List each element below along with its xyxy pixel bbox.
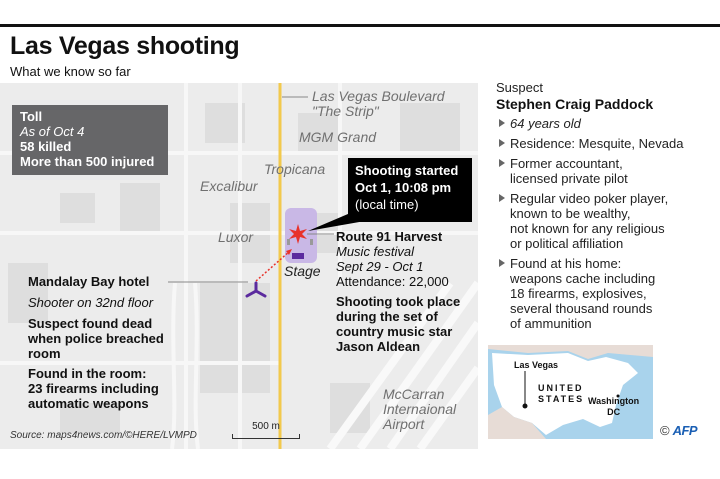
hotel-found-line3: room	[28, 346, 61, 361]
suspect-panel	[496, 80, 716, 336]
scale-line	[232, 434, 300, 439]
source-credit: Source: maps4news.com/©HERE/LVMPD	[10, 430, 197, 441]
fact-line: 18 firearms, explosives,	[510, 286, 647, 301]
luxor-label: Luxor	[218, 229, 254, 245]
afp-logo	[660, 423, 697, 438]
hotel-name: Mandalay Bay hotel	[28, 274, 150, 289]
hotel-room-line1: Found in the room:	[28, 366, 147, 381]
scale-label: 500 m	[252, 421, 280, 432]
top-rule	[0, 24, 720, 27]
callout-line1: Shooting started	[355, 163, 459, 178]
callout-line2: Oct 1, 10:08 pm	[355, 180, 452, 195]
country-label-line1: UNITED	[538, 383, 584, 393]
bullet-triangle-icon	[499, 259, 505, 267]
capital-label-line1: Washington	[588, 396, 640, 406]
us-locator-map	[488, 345, 653, 439]
mgm-grand-label: MGM Grand	[299, 129, 377, 145]
bullet-triangle-icon	[499, 139, 505, 147]
hotel-room	[28, 366, 164, 411]
fact-item	[496, 156, 716, 186]
toll-box	[12, 105, 168, 175]
airport-label-line2: Internaional	[383, 401, 457, 417]
airport-label-line1: McCarran	[383, 386, 445, 402]
page-subtitle: What we know so far	[10, 64, 131, 79]
country-label	[538, 383, 584, 405]
fact-line: several thousand rounds	[510, 301, 653, 316]
fact-line: of ammunition	[510, 316, 592, 331]
bullet-triangle-icon	[499, 194, 505, 202]
strip-label-line1: Las Vegas Boulevard	[312, 88, 445, 104]
festival-attendance: Attendance: 22,000	[336, 274, 449, 289]
toll-killed: 58 killed	[20, 139, 72, 154]
bullet-triangle-icon	[499, 159, 505, 167]
page-title: Las Vegas shooting	[10, 32, 240, 60]
fact-item	[496, 191, 716, 251]
stage-label: Stage	[284, 263, 321, 279]
strip-label-line2: "The Strip"	[312, 103, 379, 119]
fact-line: Former accountant,	[510, 156, 623, 171]
festival-name: Route 91 Harvest	[336, 229, 443, 244]
capital-label-line2: DC	[607, 407, 621, 417]
callout-line3: (local time)	[355, 197, 419, 212]
festival-type: Music festival	[336, 244, 415, 259]
hotel-room-line2: 23 firearms including	[28, 381, 159, 396]
hotel-found-line1: Suspect found dead	[28, 316, 153, 331]
toll-as-of: As of Oct 4	[20, 124, 85, 139]
fact-line: weapons cache including	[510, 271, 656, 286]
airport-label	[383, 387, 456, 432]
toll-heading: Toll	[20, 109, 43, 124]
fact-line: Found at his home:	[510, 256, 622, 271]
fact-item	[496, 116, 716, 131]
fact-item	[496, 136, 716, 151]
fact-line: or political affiliation	[510, 236, 624, 251]
strip-label	[312, 89, 445, 119]
fact-line: 64 years old	[510, 116, 581, 131]
fact-item	[496, 256, 716, 331]
excalibur-label: Excalibur	[200, 178, 258, 194]
festival-detail-line1: Shooting took place	[336, 294, 461, 309]
festival-dates: Sept 29 - Oct 1	[336, 259, 424, 274]
shooting-start-callout	[348, 158, 472, 222]
hotel-found-line2: when police breached	[28, 331, 164, 346]
hotel-floor: Shooter on 32nd floor	[28, 295, 154, 310]
hotel-found	[28, 316, 164, 361]
hotel-room-line3: automatic weapons	[28, 396, 149, 411]
afp-wordmark: AFP	[672, 423, 698, 438]
festival-info	[336, 229, 460, 354]
festival-detail-line3: country music star	[336, 324, 453, 339]
festival-detail-line4: Jason Aldean	[336, 339, 421, 354]
las-vegas-label: Las Vegas	[514, 360, 559, 370]
fact-line: licensed private pilot	[510, 171, 628, 186]
capital-label	[588, 396, 639, 418]
suspect-name: Stephen Craig Paddock	[496, 96, 654, 112]
tropicana-label: Tropicana	[264, 161, 326, 177]
copyright-icon: ©	[660, 423, 670, 438]
scale-bar	[232, 421, 300, 439]
airport-label-line3: Airport	[383, 416, 425, 432]
hotel-info	[28, 274, 164, 411]
festival-detail	[336, 294, 460, 354]
country-label-line2: STATES	[538, 394, 585, 404]
fact-line: Regular video poker player,	[510, 191, 669, 206]
fact-line: not known for any religious	[510, 221, 665, 236]
suspect-label: Suspect	[496, 80, 543, 95]
suspect-facts	[496, 116, 716, 331]
festival-detail-line2: during the set of	[336, 309, 438, 324]
fact-line: Residence: Mesquite, Nevada	[510, 136, 684, 151]
fact-line: known to be wealthy,	[510, 206, 631, 221]
bullet-triangle-icon	[499, 119, 505, 127]
toll-injured: More than 500 injured	[20, 154, 155, 169]
